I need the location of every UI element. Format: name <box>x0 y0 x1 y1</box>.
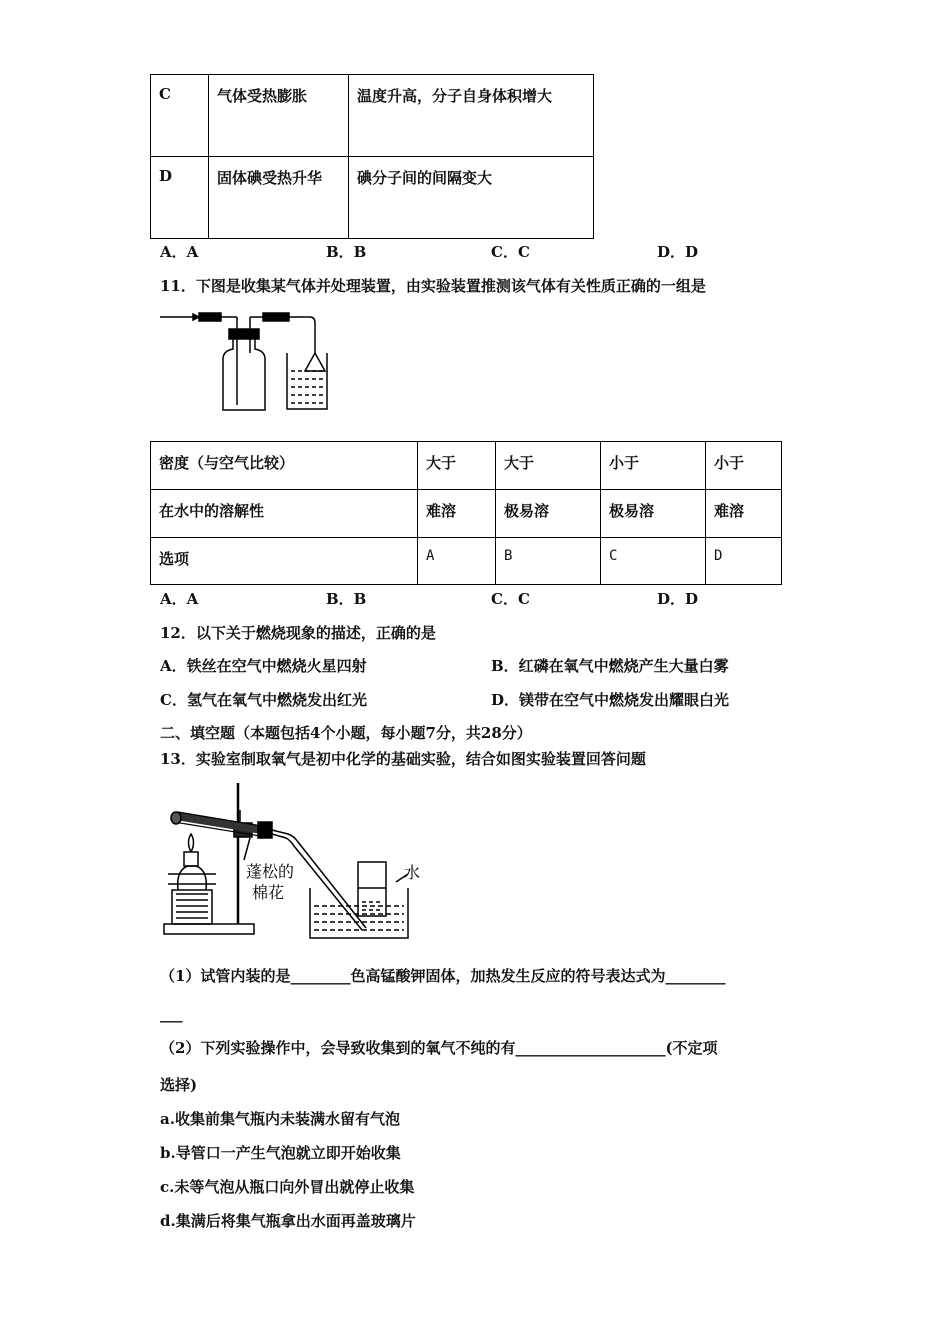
gas-collection-apparatus-figure <box>155 305 345 417</box>
table-cell: A <box>426 548 435 564</box>
q11-stem: 11．下图是收集某气体并处理装置，由实验装置推测该气体有关性质正确的一组是 <box>160 277 706 295</box>
table-row <box>151 75 594 157</box>
q12-option-c[interactable]: C．氢气在氧气中燃烧发出红光 <box>160 691 367 709</box>
q13-part2-line2: 选择) <box>160 1076 198 1094</box>
table-cell: B <box>504 548 513 564</box>
table-row <box>151 157 594 239</box>
q11-table <box>150 441 782 585</box>
table-cell: 密度（与空气比较） <box>159 454 295 472</box>
table-cell: 大于 <box>426 454 457 472</box>
q13-choice-c[interactable]: c.未等气泡从瓶口向外冒出就停止收集 <box>160 1178 415 1196</box>
table-cell: 大于 <box>504 454 535 472</box>
q13-choice-a[interactable]: a.收集前集气瓶内未装满水留有气泡 <box>160 1110 400 1128</box>
cotton-label-line1: 蓬松的 <box>246 862 295 881</box>
oxygen-preparation-apparatus-figure <box>158 778 428 943</box>
q12-stem: 12．以下关于燃烧现象的描述，正确的是 <box>160 624 436 642</box>
table-cell: 小于 <box>714 454 745 472</box>
table-cell: 选项 <box>159 550 190 568</box>
table-cell: 在水中的溶解性 <box>159 502 265 520</box>
table-cell: 极易溶 <box>609 502 655 520</box>
table-cell: 难溶 <box>426 502 457 520</box>
q10-row-letter: D <box>159 167 173 185</box>
q12-option-a[interactable]: A．铁丝在空气中燃烧火星四射 <box>160 657 367 675</box>
q11-option-a[interactable]: A．A <box>160 590 199 608</box>
q10-option-d[interactable]: D．D <box>657 243 699 261</box>
q11-option-c[interactable]: C．C <box>491 590 530 608</box>
table-cell: 极易溶 <box>504 502 550 520</box>
table-cell: 小于 <box>609 454 640 472</box>
q11-option-b[interactable]: B．B <box>326 590 367 608</box>
table-row <box>151 538 782 585</box>
q13-stem: 13．实验室制取氧气是初中化学的基础实验，结合如图实验装置回答问题 <box>160 750 646 768</box>
water-label: 水 <box>404 863 421 882</box>
table-row <box>151 490 782 538</box>
q13-choice-b[interactable]: b.导管口一产生气泡就立即开始收集 <box>160 1144 401 1162</box>
q10-table <box>150 74 594 239</box>
q13-part1-line1: （1）试管内装的是________色高锰酸钾固体，加热发生反应的符号表达式为________ <box>160 967 726 985</box>
cotton-label-line2: 棉花 <box>252 883 285 902</box>
q13-part1-line2: ___ <box>160 1005 183 1023</box>
q10-option-c[interactable]: C．C <box>491 243 530 261</box>
q11-option-d[interactable]: D．D <box>657 590 699 608</box>
q12-option-b[interactable]: B．红磷在氧气中燃烧产生大量白雾 <box>491 657 729 675</box>
q10-row-explanation: 温度升高，分子自身体积增大 <box>357 87 553 105</box>
q13-part2-line1: （2）下列实验操作中，会导致收集到的氧气不纯的有____________________(不定项 <box>160 1039 718 1057</box>
q10-option-a[interactable]: A．A <box>160 243 199 261</box>
q13-choice-d[interactable]: d.集满后将集气瓶拿出水面再盖玻璃片 <box>160 1212 416 1230</box>
table-cell: D <box>714 548 723 564</box>
q10-row-letter: C <box>159 85 171 103</box>
section-heading: 二、填空题（本题包括4个小题，每小题7分，共28分） <box>160 724 532 742</box>
q10-option-b[interactable]: B．B <box>326 243 367 261</box>
q12-option-d[interactable]: D．镁带在空气中燃烧发出耀眼白光 <box>491 691 730 709</box>
q10-row-phenomenon: 固体碘受热升华 <box>217 169 323 187</box>
table-cell: C <box>609 548 618 564</box>
table-cell: 难溶 <box>714 502 745 520</box>
q10-row-phenomenon: 气体受热膨胀 <box>217 87 308 105</box>
table-row <box>151 442 782 490</box>
q10-row-explanation: 碘分子间的间隔变大 <box>357 169 493 187</box>
